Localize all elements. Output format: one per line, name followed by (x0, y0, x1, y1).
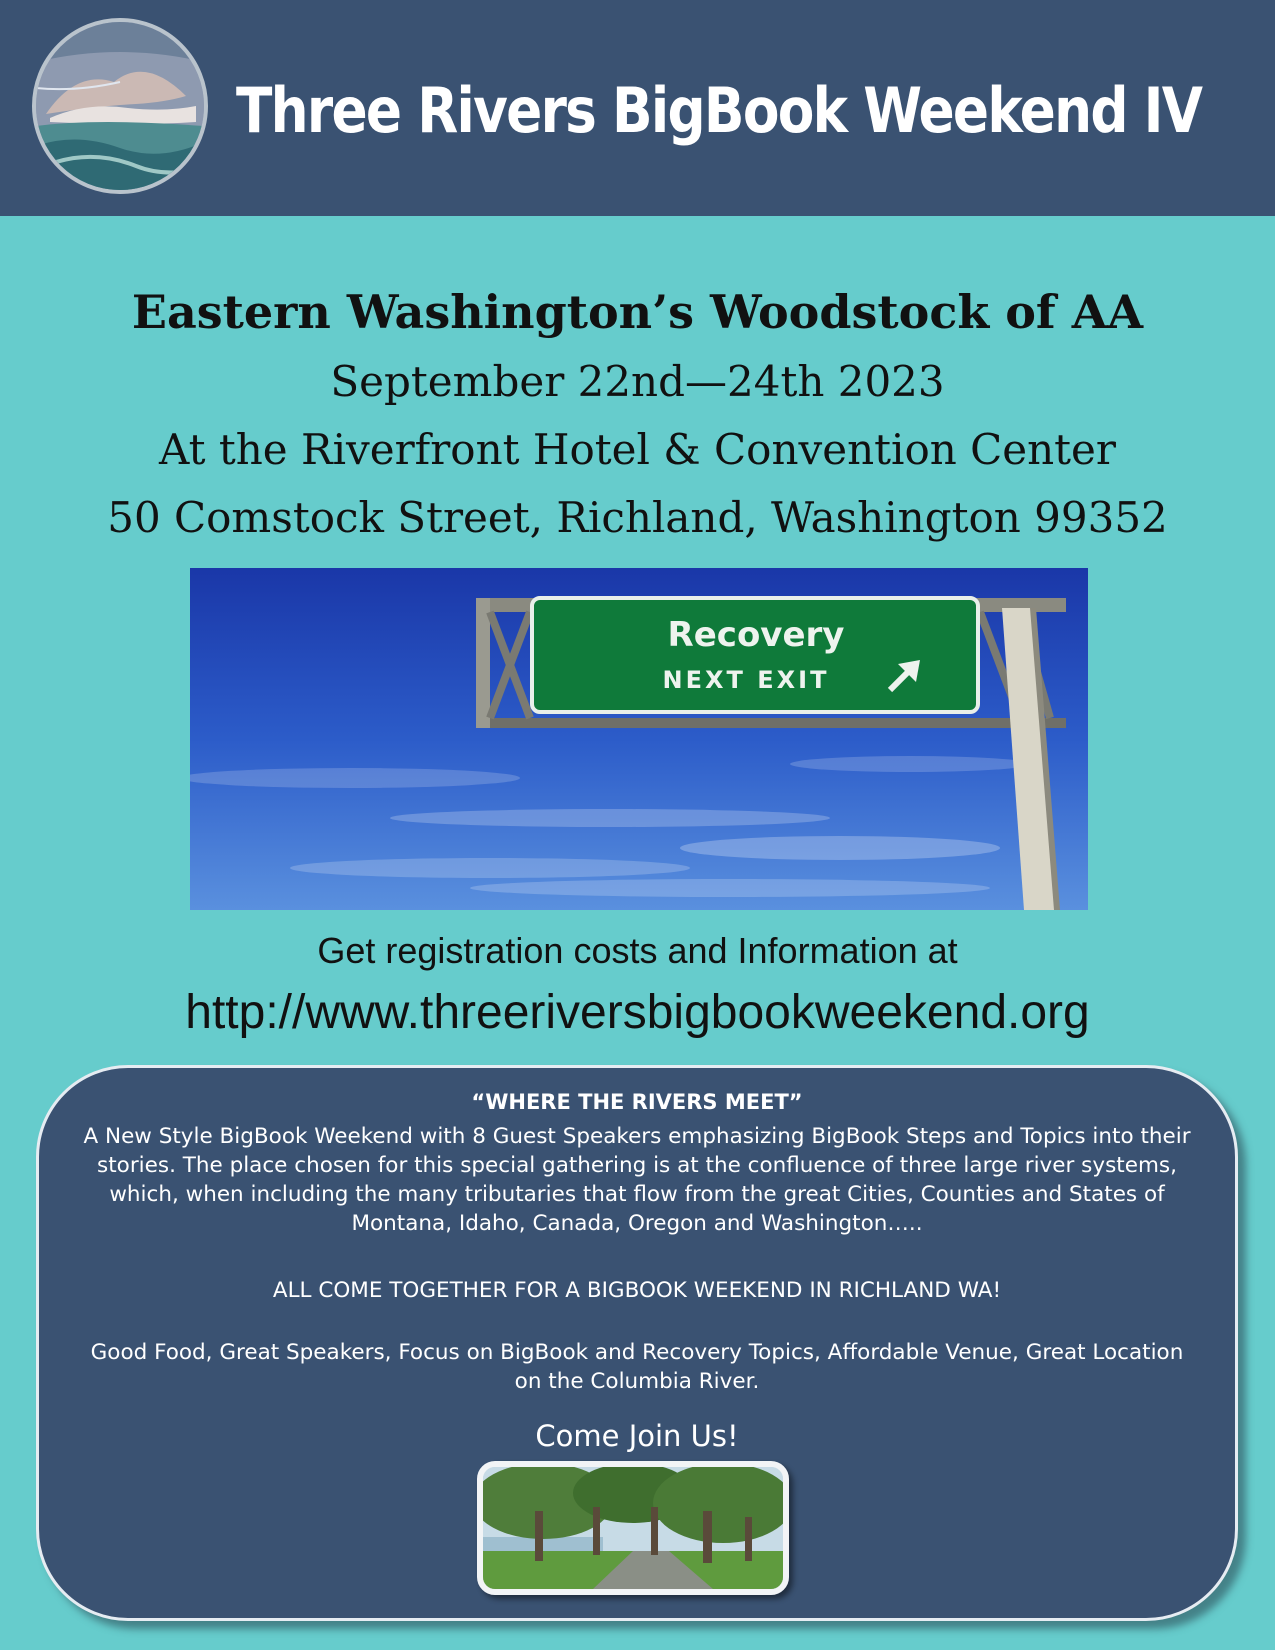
info-title: “WHERE THE RIVERS MEET” (471, 1090, 803, 1114)
river-mountain-logo-icon (32, 18, 208, 194)
sign-subtitle: NEXT EXIT (662, 666, 830, 694)
event-tagline: Eastern Washington’s Woodstock of AA (131, 285, 1144, 339)
info-paragraph: A New Style BigBook Weekend with 8 Guest Speakers emphasizing BigBook Steps and Topics into their stories. The place chosen for this special gathering is at the confluence of three large river systems, which, when including the many tributaries that flow from the great Cities, Counties and States of Montana, Idaho, Canada, Oregon and Washington….. (83, 1124, 1191, 1236)
info-caps-line: ALL COME TOGETHER FOR A BIGBOOK WEEKEND IN RICHLAND WA! (272, 1278, 1002, 1303)
event-title: Three Rivers BigBook Weekend IV (236, 74, 1202, 147)
info-features: Good Food, Great Speakers, Focus on BigBook and Recovery Topics, Affordable Venue, Great Location on the Columbia River. (90, 1340, 1184, 1394)
sign-title: Recovery (667, 615, 845, 655)
registration-url-link[interactable]: http://www.threeriversbigbookweekend.org (185, 986, 1090, 1039)
event-venue: At the Riverfront Hotel & Convention Center (159, 425, 1116, 474)
riverside-trees-photo-icon (477, 1461, 789, 1595)
registration-prompt: Get registration costs and Information at (317, 930, 958, 971)
call-to-action: Come Join Us! (535, 1419, 739, 1453)
event-dates: September 22nd—24th 2023 (330, 357, 945, 406)
recovery-sign-image (190, 568, 1088, 910)
info-panel (36, 1065, 1238, 1621)
event-address: 50 Comstock Street, Richland, Washington 99352 (107, 493, 1168, 542)
header-banner (0, 0, 1275, 216)
